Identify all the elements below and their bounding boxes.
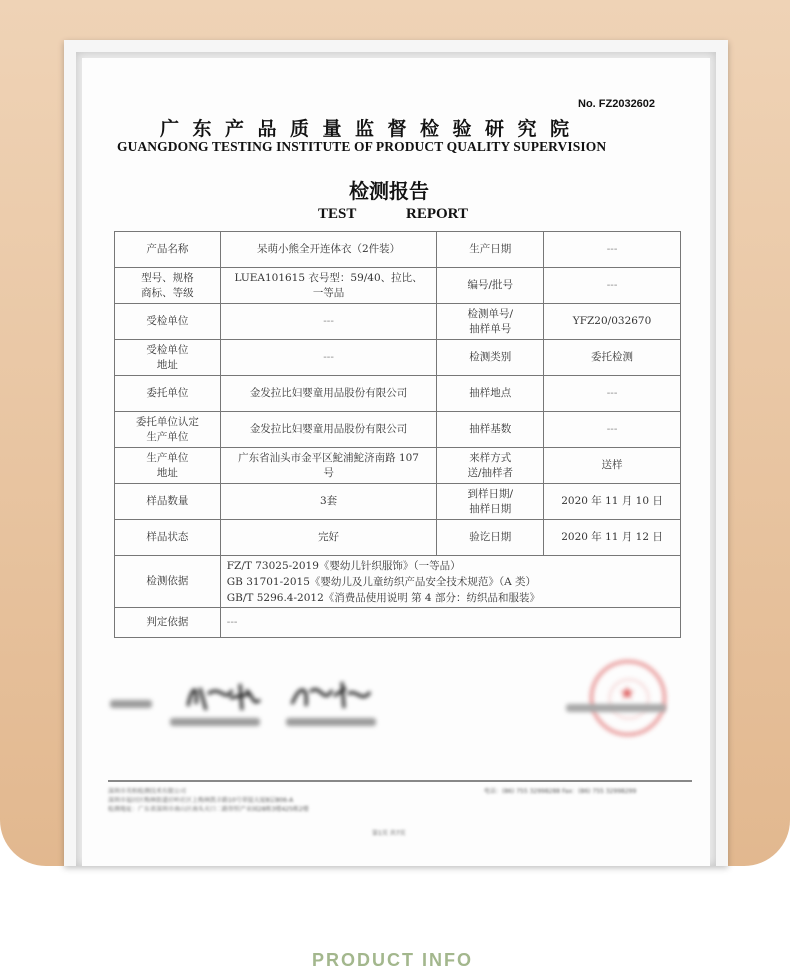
arrival-date-value: 2020 年 11 月 10 日 xyxy=(544,484,681,520)
basis-label: 检测依据 xyxy=(115,556,221,608)
delivery-label-line-2: 送/抽样者 xyxy=(467,466,513,479)
star-icon: ★ xyxy=(619,683,636,704)
footer-contact: 电话：(86) 755 32998288 Fax：(86) 755 32998299 xyxy=(484,788,637,795)
section-heading: PRODUCT INFO xyxy=(312,950,473,970)
sample-no-label-line-1: 检测单号/ xyxy=(467,307,513,320)
production-date-label: 生产日期 xyxy=(437,232,544,268)
product-name-label: 产品名称 xyxy=(115,232,221,268)
table-row xyxy=(115,340,681,376)
seal-caption-blur xyxy=(566,704,666,712)
arrival-date-label-line-1: 到样日期/ xyxy=(467,487,513,500)
sampling-place-label: 抽样地点 xyxy=(437,376,544,412)
producer-address-label-line-1: 生产单位 xyxy=(146,451,189,464)
table-row xyxy=(115,232,681,268)
signature-caption-blur xyxy=(170,718,260,726)
signature-caption-blur xyxy=(110,700,152,708)
judgment-value: --- xyxy=(220,608,680,638)
model-label xyxy=(115,268,221,304)
basis-standard-2: GB 31701-2015《婴幼儿及儿童纺织产品安全技术规范》（A 类） xyxy=(226,575,537,588)
footer-company: 深圳市英柏检测技术有限公司 xyxy=(108,788,187,795)
batch-label: 编号/批号 xyxy=(437,268,544,304)
table-row xyxy=(115,304,681,340)
model-value-line-1: LUEA101615 衣号型：59/40、拉比、 xyxy=(234,271,423,284)
client-producer-value: 金发拉比妇婴童用品股份有限公司 xyxy=(220,412,437,448)
signature-caption-blur xyxy=(286,718,376,726)
report-title-en-test: TEST xyxy=(318,206,357,222)
signature-1 xyxy=(180,676,270,716)
production-date-value: --- xyxy=(544,232,681,268)
delivery-label-line-1: 来样方式 xyxy=(469,451,512,464)
inspected-address-value: --- xyxy=(220,340,437,376)
client-producer-label-line-1: 委托单位认定 xyxy=(135,415,199,428)
batch-value: --- xyxy=(544,268,681,304)
inspected-address-label-line-1: 受检单位 xyxy=(146,343,189,356)
inspected-unit-label: 受检单位 xyxy=(115,304,221,340)
table-row xyxy=(115,268,681,304)
status-value: 完好 xyxy=(220,520,437,556)
sampling-place-value: --- xyxy=(544,376,681,412)
table-row xyxy=(115,520,681,556)
table-row xyxy=(115,412,681,448)
official-seal xyxy=(590,660,666,736)
model-value xyxy=(220,268,437,304)
table-row xyxy=(115,484,681,520)
arrival-date-label xyxy=(437,484,544,520)
institute-name-en: GUANGDONG TESTING INSTITUTE OF PRODUCT QUALITY SUPERVISION xyxy=(117,139,607,154)
sampling-base-value: --- xyxy=(544,412,681,448)
quantity-label: 样品数量 xyxy=(115,484,221,520)
report-title-cn: 检测报告 xyxy=(349,179,429,203)
report-table xyxy=(114,231,681,638)
table-row xyxy=(115,376,681,412)
model-label-line-1: 型号、规格 xyxy=(141,271,194,284)
signature-2 xyxy=(286,676,376,716)
producer-address-value-line-2: 号 xyxy=(323,466,334,479)
completion-date-value: 2020 年 11 月 12 日 xyxy=(544,520,681,556)
sample-no-value: YFZ20/032670 xyxy=(544,304,681,340)
model-label-line-2: 商标、等级 xyxy=(141,286,194,299)
sampling-base-label: 抽样基数 xyxy=(437,412,544,448)
table-row xyxy=(115,448,681,484)
table-row xyxy=(115,608,681,638)
status-label: 样品状态 xyxy=(115,520,221,556)
inspected-unit-value: --- xyxy=(220,304,437,340)
footer-address: 深圳市福田区梅林街道孖岭社区上梅林凯丰路10号翠提大厦8层806-A xyxy=(108,797,294,804)
producer-address-value-line-1: 广东省汕头市金平区鮀浦鮀济南路 107 xyxy=(238,451,419,464)
report-title-en-report: REPORT xyxy=(406,206,468,222)
completion-date-label: 验讫日期 xyxy=(437,520,544,556)
sample-no-label xyxy=(437,304,544,340)
basis-standard-1: FZ/T 73025-2019《婴幼儿针织服饰》（一等品） xyxy=(226,559,461,572)
test-type-label: 检测类别 xyxy=(437,340,544,376)
footer-page-number: 第1页 共7页 xyxy=(372,830,406,837)
producer-address-value xyxy=(220,448,437,484)
institute-name-cn: 广东产品质量监督检验研究院 xyxy=(160,118,583,140)
basis-standard-3: GB/T 5296.4-2012《消费品使用说明 第 4 部分：纺织品和服装》 xyxy=(226,591,540,604)
test-type-value: 委托检测 xyxy=(544,340,681,376)
table-row xyxy=(115,556,681,608)
arrival-date-label-line-2: 抽样日期 xyxy=(469,502,512,515)
basis-value xyxy=(220,556,680,608)
sample-no-label-line-2: 抽样单号 xyxy=(469,322,512,335)
inspected-address-label xyxy=(115,340,221,376)
client-value: 金发拉比妇婴童用品股份有限公司 xyxy=(220,376,437,412)
delivery-value: 送样 xyxy=(544,448,681,484)
client-producer-label-line-2: 生产单位 xyxy=(146,430,189,443)
client-label: 委托单位 xyxy=(115,376,221,412)
client-producer-label xyxy=(115,412,221,448)
product-name-value: 呆萌小熊全开连体衣（2件装） xyxy=(220,232,437,268)
delivery-label xyxy=(437,448,544,484)
producer-address-label-line-2: 地址 xyxy=(156,466,178,479)
footer-divider xyxy=(108,780,692,782)
quantity-value: 3套 xyxy=(220,484,437,520)
footer-test-address: 检测地址：广东省深圳市南山区南头天口二路智恒产业园28栋3楼425栋2楼 xyxy=(108,806,309,813)
report-number: No. FZ2032602 xyxy=(578,98,656,110)
model-value-line-2: 一等品 xyxy=(312,286,345,299)
judgment-label: 判定依据 xyxy=(115,608,221,638)
producer-address-label xyxy=(115,448,221,484)
inspected-address-label-line-2: 地址 xyxy=(156,358,178,371)
